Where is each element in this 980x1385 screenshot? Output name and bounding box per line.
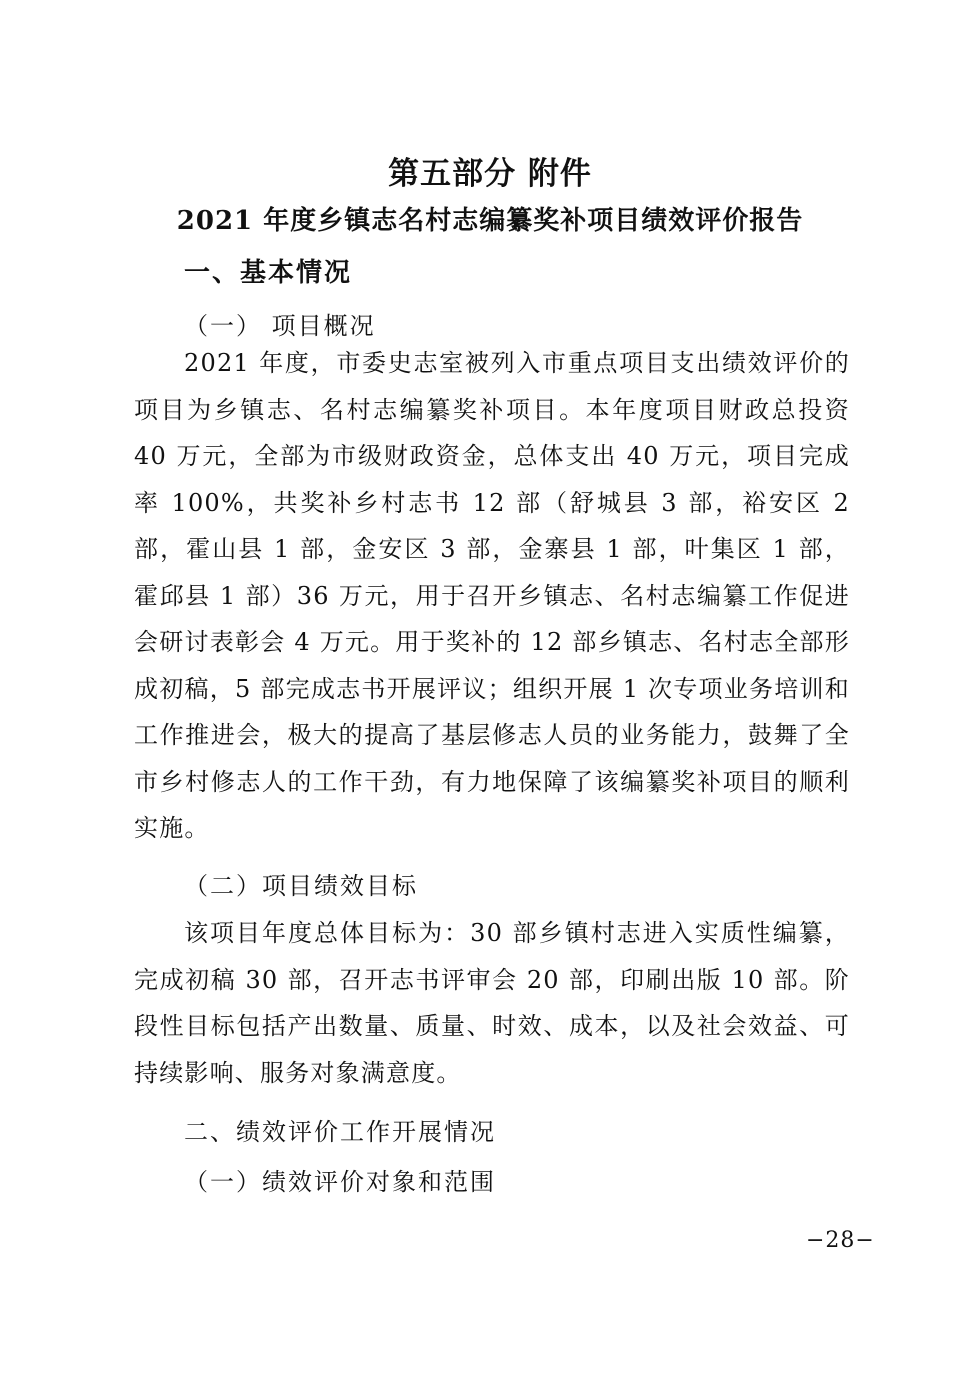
performance-goal-paragraph: 该项目年度总体目标为：30 部乡镇村志进入实质性编纂，完成初稿 30 部，召开志书评审会 20 部，印刷出版 10 部。阶段性目标包括产出数量、质量、时效、成本，以及社会效益、可持续影响、服务对象满意度。 [134, 919, 850, 1087]
part-title: 第五部分 附件 [388, 156, 592, 192]
section-1-1-heading: （一） 项目概况 [184, 312, 376, 340]
section-2-1-heading: （一）绩效评价对象和范围 [184, 1168, 496, 1196]
page-number: −28− [806, 1228, 875, 1253]
section-1-heading: 一、基本情况 [184, 258, 353, 288]
section-2-heading: 二、绩效评价工作开展情况 [184, 1118, 496, 1146]
section-1-2-heading: （二）项目绩效目标 [184, 872, 418, 900]
report-title: 2021 年度乡镇志名村志编纂奖补项目绩效评价报告 [176, 206, 804, 236]
project-overview-paragraph: 2021 年度，市委史志室被列入市重点项目支出绩效评价的项目为乡镇志、名村志编纂奖补项目。本年度项目财政总投资 40 万元，全部为市级财政资金，总体支出 40 万元，项目完成率 100%，共奖补乡村志书 12 部（舒城县 3 部，裕安区 2 部，霍山县 1 部，金安区 3 部，金寨县 1 部，叶集区 1 部，霍邱县 1 部）36 万元，用于召开乡镇志、名村志编纂工作促进会研讨表彰会 4 万元。用于奖补的 12 部乡镇志、名村志全部形成初稿，5 部完成志书开展评议；组织开展 1 次专项业务培训和工作推进会，极大的提高了基层修志人员的业务能力，鼓舞了全市乡村修志人的工作干劲，有力地保障了该编纂奖补项目的顺利实施。 [134, 349, 850, 842]
